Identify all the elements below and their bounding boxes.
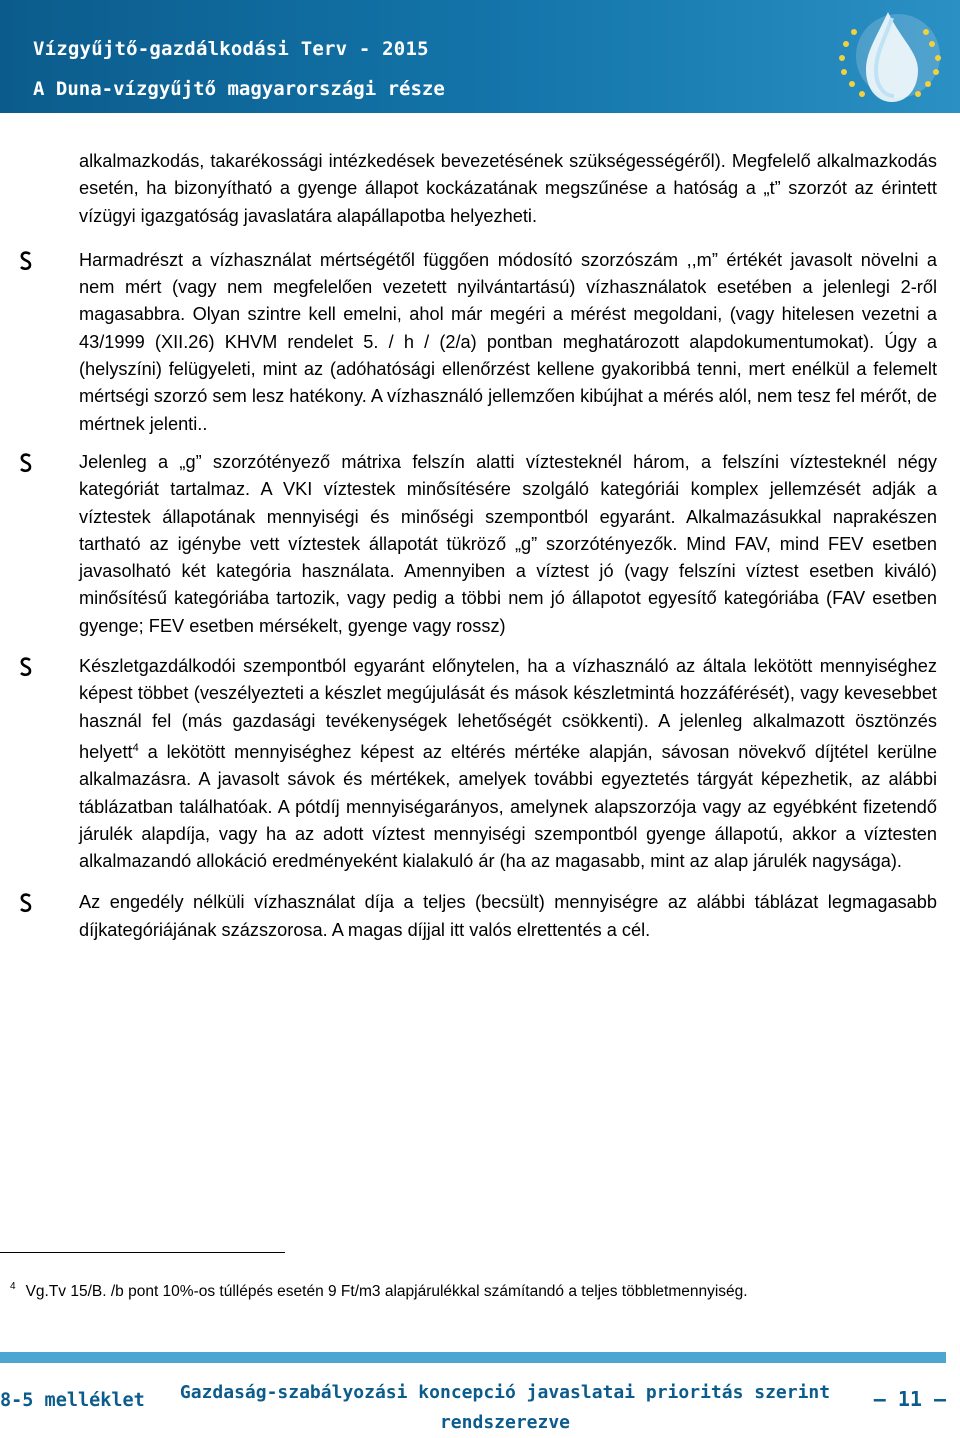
footer-title: Gazdaság-szabályozási koncepció javaslatai prioritás szerint rendszerezve: [179, 1382, 831, 1433]
bullet-icon: [20, 453, 32, 473]
header-subtitle: A Duna-vízgyűjtő magyarországi része: [33, 78, 445, 100]
bullet-text-part: Készletgazdálkodói szempontból egyaránt előnytelen, ha a vízhasználó az általa lekötött mennyiséghez képest többet (veszélyezteti a készlet megújulását és mások készletmintá hozzáférését), vagy kevesebbet használ fel (más gazdasági tevékenységek lehetőségét csökkenti). A jelenleg alkalmazott ösztönzés helyett: [79, 656, 937, 762]
footnote: [10, 1283, 748, 1301]
footnote-divider: [0, 1252, 285, 1253]
footnote-reference[interactable]: 4: [132, 741, 139, 754]
bullet-icon: [20, 893, 32, 913]
bullet-text: Harmadrészt a vízhasználat mértségétől függően módosító szorzószám ,,m” értékét javasolt növelni a nem mért (vagy nem megfelelően vezetett nyilvántartású) vízhasználatok esetében a jelenlegi 2-ről magasabbra. Olyan szintre kell emelni, ahol már megéri a mérést megoldani, (vagy hitelesen vezetni a 43/1999 (XII.26) KHVM rendelet 5. / h / (2/a) pontban meghatározott alapdokumentumokat). Úgy a (helyszíni) felügyeleti, mint az (adóhatósági ellenőrzést kellene gyakoribbá tenni, mert enélkül a felemelt mértségi szorzó sem lesz hatékony. A vízhasználó jellemzően kibújhat a mérés alól, nem tesz fel mérőt, de mértnek jelenti..: [79, 249, 937, 434]
bullet-item: [79, 247, 937, 438]
header-title: Vízgyűjtő-gazdálkodási Terv - 2015: [33, 38, 429, 60]
bullet-icon: [20, 251, 32, 271]
footnote-text: Vg.Tv 15/B. /b pont 10%-os túllépés esetén 9 Ft/m3 alapjárulékkal számítandó a teljes többletmennyiség.: [25, 1283, 748, 1300]
bullet-icon: [20, 657, 32, 677]
intro-paragraph: alkalmazkodás, takarékossági intézkedések bevezetésének szükségességéről). Megfelelő alkalmazkodás esetén, ha bizonyítható a gyenge állapot kockázatának megszűnése a hatóság a „t” szorzót az érintett vízügyi igazgatóság javaslatára alapállapotba helyezheti.: [79, 151, 937, 226]
bullet-item: [79, 889, 937, 944]
footnote-number: 4: [10, 1281, 16, 1292]
water-drop-eu-logo-icon: [806, 4, 954, 110]
bullet-text: Az engedély nélküli vízhasználat díja a teljes (becsült) mennyiségre az alábbi táblázat legmagasabb díjkategóriájának százszorosa. A magas díjjal itt valós elrettentés a cél.: [79, 892, 937, 940]
footer-bar: [0, 1352, 946, 1363]
page-header: [0, 0, 960, 113]
page-number-value: 11: [897, 1387, 922, 1411]
body-text: [79, 148, 937, 944]
page-number: — 11 —: [873, 1387, 946, 1411]
bullet-text: [79, 653, 937, 875]
bullet-item: [79, 449, 937, 640]
bullet-item: [79, 653, 937, 875]
bullet-text: Jelenleg a „g” szorzótényező mátrixa felszín alatti víztesteknél három, a felszíni víztesteknél négy kategóriát tartalmaz. A VKI víztestek minősítésére szolgáló kategóriái komplex jellemzését adják a víztestek állapotának mennyiségi és minőségi szempontból egyaránt. Alkalmazásukkal naprakészen tartható az igénybe vett víztestek állapotát tükröző „g” szorzótényezők. Mind FAV, mind FEV esetben javasolható két kategória használata. Amennyiben a víztest jó (vagy felszíni víztest esetben kiváló) minősítésű kategóriába tartozik, vagy pedig a többi nem jó állapotot egyesítő kategóriába (FAV esetben gyenge; FEV esetben mérsékelt, gyenge vagy rossz): [79, 451, 937, 636]
bullet-text-part: a lekötött mennyiséghez képest az eltérés mértéke alapján, sávosan növekvő díjtétel kerülne alkalmazásra. A javasolt sávok és mértékek, amelyek további egyeztetés tárgyát képezhetik, az alábbi táblázatban találhatóak. A pótdíj mennyiségarányos, amelynek alapszorzója vagy az egyébként fizetendő járulék alapdíja, vagy ha az adott víztest mennyiségi szempontból gyenge állapotú, akkor a víztesten alkalmazandó allokáció eredményeként kialakuló ár (ha az magasabb, mint az alap járulék nagysága).: [79, 742, 937, 872]
footer-annex-label: 8-5 melléklet: [0, 1390, 145, 1411]
